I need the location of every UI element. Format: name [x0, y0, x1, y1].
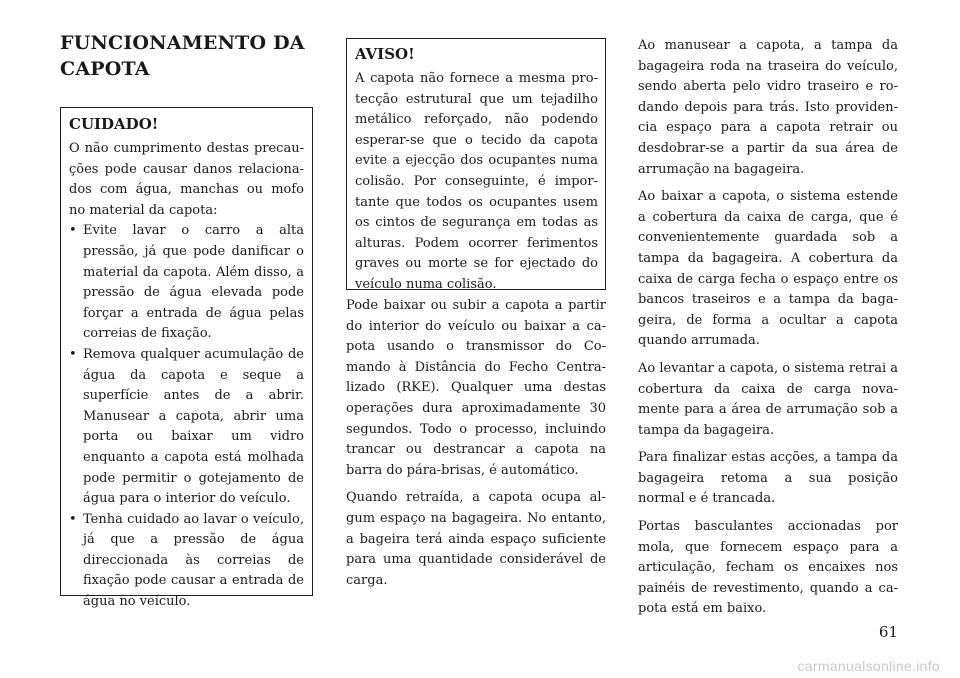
warning-box: [346, 38, 606, 290]
caution-box: [60, 107, 313, 610]
caution-list: [69, 221, 304, 612]
body-paragraph: Ao baixar a capota, o sistema estende a cobertura da caixa de carga, que é convenientemente guardada sob a tampa da bagageira. A cobertura da caixa de carga fecha o espaço entre os bancos traseiros e a tampa da bagageira, de forma a ocultar a capota quando arrumada.: [638, 189, 898, 349]
body-paragraph: Ao manusear a capota, a tampa da bagageira roda na traseira do veículo, sendo aberta pelo vidro traseiro e rodando depois para trás. Isto providencia espaço para a capota retrair ou desdobrar-se a partir da sua área de arrumação na bagageira.: [638, 38, 898, 177]
body-paragraph: Pode baixar ou subir a capota a partir do interior do veículo ou baixar a capota usando o transmissor do Comando à Distância do Fecho Centralizado (RKE). Qualquer uma destas operações dura aproximadamente 30 segundos. Todo o processo, incluindo trancar ou destrancar a capota na barra do pára-brisas, é automático.: [346, 298, 606, 478]
caution-intro: O não cumprimento destas precauções pode causar danos relacionados com água, manchas ou mofo no material da capota:: [69, 141, 304, 218]
caution-bullet: • Remova qualquer acumulação de água da capota e seque a superfície antes de a abrir. Manusear a capota, abrir uma porta ou baixar um vidro enquanto a capota está molhada pode permitir o gotejamento de água para o interior do veículo.: [69, 345, 304, 510]
watermark-text: carmanualsonline.info: [797, 658, 940, 674]
body-paragraph: Quando retraída, a capota ocupa algum espaço na bagageira. No entanto, a bageira terá ainda espaço suficiente para uma quantidade considerável de carga.: [346, 490, 606, 588]
section-title: FUNCIONAMENTO DA CAPOTA: [60, 32, 305, 80]
body-paragraph: Portas basculantes accionadas por mola, que fornecem espaço para a articulação, fecham os encaixes nos painéis de revestimento, quando a capota está em baixo.: [638, 519, 898, 617]
page-number: 61: [878, 623, 898, 641]
warning-text: A capota não fornece a mesma protecção estrutural que um tejadilho metálico reforçado, não podendo esperar-se que o tecido da capota evite a ejecção dos ocupantes numa colisão. Por conseguinte, é importante que todos os ocupantes usem os cintos de segurança em todas as alturas. Podem ocorrer ferimentos graves ou morte se for ejectado do veículo numa colisão.: [355, 71, 598, 292]
caution-bullet: • Tenha cuidado ao lavar o veículo, já que a pressão de água direccionada às correias de fixação pode causar a entrada de água no veículo.: [69, 510, 304, 613]
body-paragraph: Para finalizar estas acções, a tampa da bagageira retoma a sua posição normal e é trancada.: [638, 450, 898, 507]
caution-bullet: • Evite lavar o carro a alta pressão, já que pode danificar o material da capota. Além disso, a pressão de água elevada pode forçar a entrada de água pelas correias de fixação.: [69, 221, 304, 345]
warning-heading: AVISO!: [355, 45, 415, 63]
caution-heading: CUIDADO!: [69, 115, 159, 133]
body-paragraph: Ao levantar a capota, o sistema retrai a cobertura da caixa de carga novamente para a área de arrumação sob a tampa da bagageira.: [638, 360, 899, 438]
